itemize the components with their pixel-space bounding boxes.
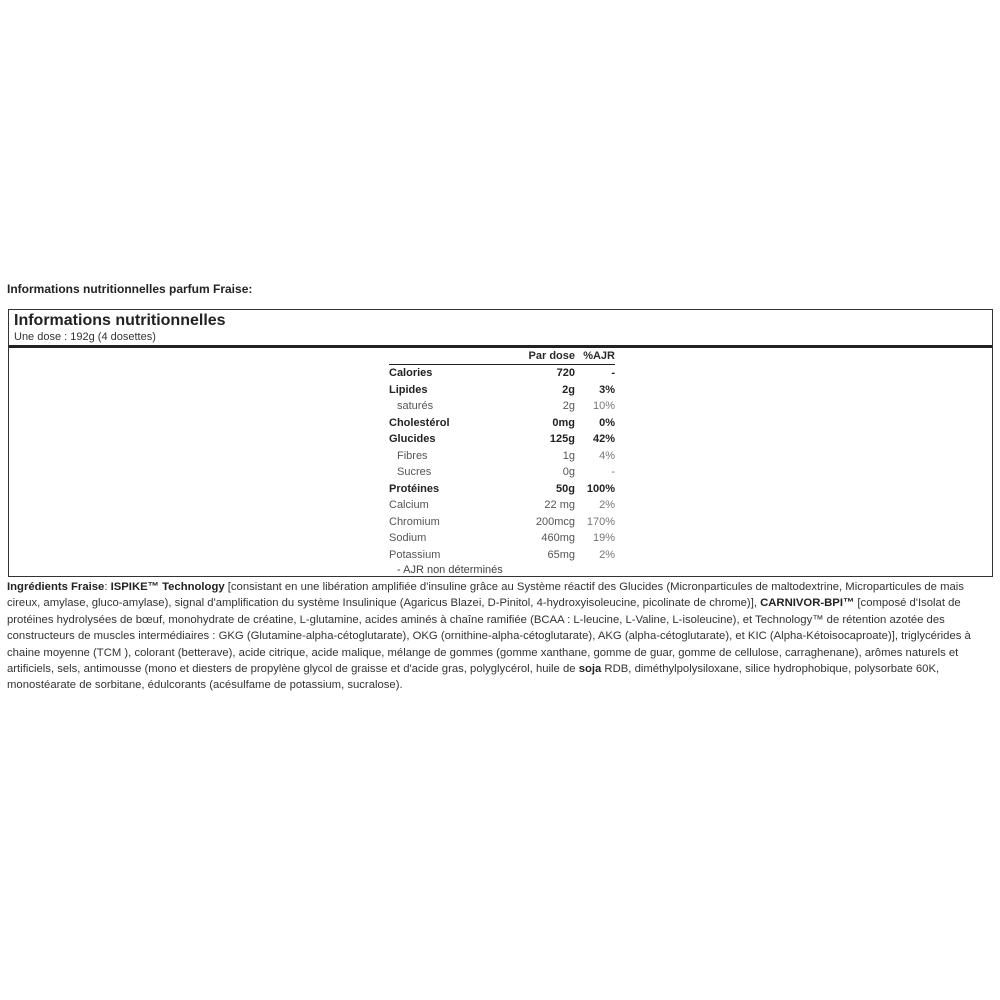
nutrient-ajr: 2% [599,499,615,511]
nutrient-ajr: 42% [592,433,615,445]
allergen-soja: soja [578,663,602,676]
column-header-dose: Par dose [528,350,575,362]
nutrient-amount: 125g [549,433,575,445]
nutrient-name: Chromium [389,515,440,528]
nutrient-amount: 22 mg [544,499,575,511]
nutrient-name: Glucides [389,433,436,445]
nutrient-amount: 50g [556,482,575,495]
nutrient-name: Lipides [389,383,428,396]
nutrient-ajr: 10% [592,400,615,412]
table-row [389,547,615,564]
nutrient-amount: 2g [562,383,575,396]
nutrient-amount: 1g [562,449,575,462]
nutrient-ajr: 0% [599,416,615,429]
nutrient-ajr: 4% [599,449,615,462]
nutrient-amount: 2g [562,400,575,412]
serving-size: Une dose : 192g (4 dosettes) [14,331,156,343]
nutrient-name: Calcium [389,499,429,511]
nutrient-amount: 720 [556,367,575,379]
nutrient-ajr: - [611,367,615,379]
table-row [389,514,615,531]
table-row [389,398,615,415]
ingredients-text-1: [consistant en une libération amplifiée d'insuline grâce au Système réactif des Glucides (Micronparticules de maltodextrine, Microparticules de mais cireux, amylase, gluco-amylase), signal d'amplification du système Insulinique (Agaricus Blazei, D-Pinitol, 4-hydroxyisoleucine, picolinate de chrome)], [7,581,964,610]
table-row [389,530,615,547]
table-row [389,382,615,399]
table-row [389,365,615,382]
nutrient-name: Sucres [397,466,432,478]
nutrient-ajr: 100% [586,482,615,495]
brand-ispike: ISPIKE™ Technology [110,581,225,593]
ingredients-paragraph [7,579,987,694]
ingredients-label: Ingrédients Fraise [7,581,105,593]
nutrient-name: Potassium [389,548,441,561]
nutrient-ajr: - [611,466,615,478]
nutrient-name: Protéines [389,482,440,495]
table-header [389,350,615,365]
footnote: - AJR non déterminés [397,564,503,576]
nutrient-amount: 200mcg [535,515,575,528]
nutrient-ajr: 170% [586,515,615,528]
table-row [389,431,615,448]
nutrient-ajr: 2% [599,548,615,561]
table-row [389,497,615,514]
nutrient-amount: 65mg [547,548,575,561]
ingredients-colon: : [104,581,111,593]
nutrient-name: Sodium [389,532,427,544]
nutrient-ajr: 3% [599,383,615,396]
nutrient-ajr: 19% [592,532,615,544]
table-row [389,415,615,432]
nutrient-name: Calories [389,367,433,379]
thick-divider [9,345,992,348]
panel-title: Informations nutritionnelles [14,312,226,329]
brand-carnivor: CARNIVOR-BPI™ [760,597,855,610]
table-row [389,448,615,465]
ingredients-text-2: [composé d'Isolat de protéines hydrolysées de bœuf, monohydrate de créatine, L-glutamine, acides aminés à chaîne ramifiée (BCAA : L-leucine, L-Valine, L-isoleucine), et Technology™ de rétention azotée des constructeurs de muscles intermédiaires : GKG (Glutamine-alpha-cétoglutarate), OKG (ornithine-alpha-cétoglutarate), AKG (alpha-cétoglutarate), et KIC (Alpha-Kétoisocaproate)], triglycérides à chaine moyenne (TCM ), colorant (betterave), acide citrique, acide malique, mélange de gommes (gomme xanthane, gomme de guar, gomme de cellulose, carraghenane), arômes naturels et artificiels, sels, antimousse (mono et diesters de propylène glycol de graisse et d'acide gras, polyglycérol, huile de [7,597,971,676]
table-row [389,481,615,498]
nutrient-name: Fibres [397,449,428,462]
nutrient-amount: 460mg [541,532,575,544]
page-heading: Informations nutritionnelles parfum Fraise: [7,282,253,296]
nutrient-amount: 0g [562,466,575,478]
nutrition-table [389,350,615,563]
nutrition-panel [8,309,993,577]
ingredients-text-3: RDB, diméthylpolysiloxane, silice hydrophobique, polysorbate 60K, monostéarate de sorbitane, édulcorants (acésulfame de potassium, sucralose). [7,663,940,692]
nutrient-name: saturés [397,400,434,412]
nutrient-amount: 0mg [552,416,575,429]
nutrient-name: Cholestérol [389,416,450,429]
column-header-ajr: %AJR [583,350,615,362]
table-body [389,365,615,563]
table-row [389,464,615,481]
